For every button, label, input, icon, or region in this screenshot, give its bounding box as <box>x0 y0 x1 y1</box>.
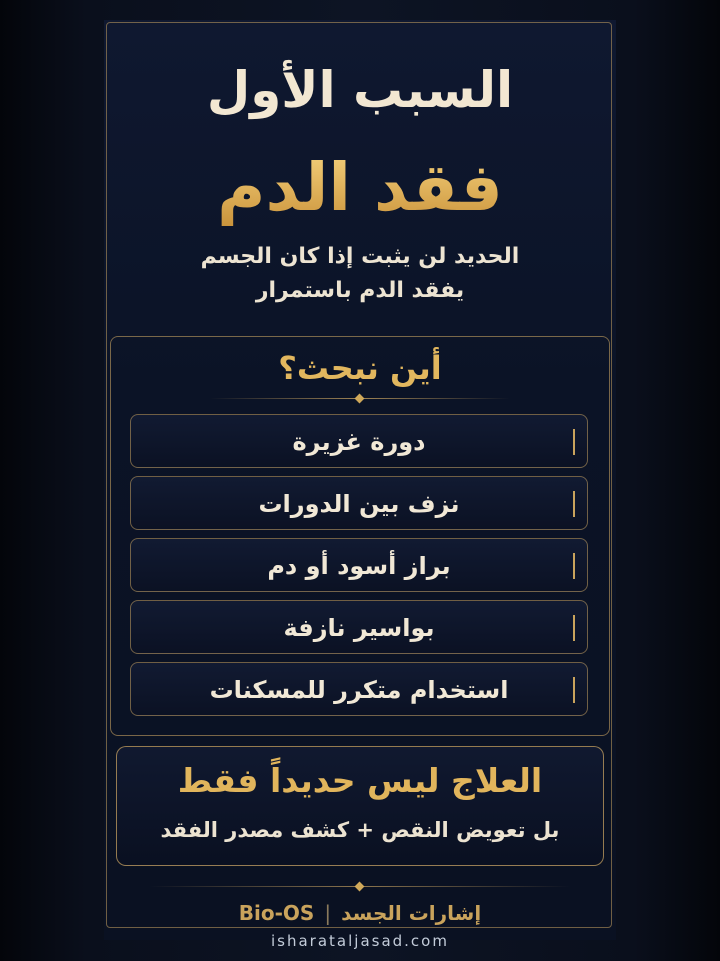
list-item-label: دورة غزيرة <box>292 428 426 456</box>
title-line-2: فقد الدم <box>104 148 616 228</box>
footer-brand <box>104 898 616 928</box>
brand-latin: Bio-OS <box>238 901 315 925</box>
treatment-title: العلاج ليس حديداً فقط <box>177 761 543 800</box>
list-item-label: بواسير نازفة <box>283 614 435 642</box>
list-item-label: استخدام متكرر للمسكنات <box>209 676 509 704</box>
list-item-heavy-period <box>130 414 588 468</box>
list-item-painkiller-use <box>130 662 588 716</box>
list-item-label: براز أسود أو دم <box>267 552 451 580</box>
subtitle-line-1: الحديد لن يثبت إذا كان الجسم <box>200 244 520 269</box>
title-line-1: السبب الأول <box>206 61 514 119</box>
list-item-bleeding-hemorrhoids <box>130 600 588 654</box>
website-link[interactable]: isharataljasad.com <box>271 932 449 950</box>
subtitle-line-2: يفقد الدم باستمرار <box>255 278 465 303</box>
brand-arabic: إشارات الجسد <box>341 901 482 925</box>
list-item-black-stool <box>130 538 588 592</box>
where-section-title: أين نبحث؟ <box>278 349 442 387</box>
brand-separator: | <box>324 901 332 925</box>
subtitle <box>104 240 616 308</box>
list-item-intermenstrual-bleeding <box>130 476 588 530</box>
treatment-subtitle: بل تعويض النقص + كشف مصدر الفقد <box>160 818 560 842</box>
list-item-label: نزف بين الدورات <box>258 490 460 518</box>
